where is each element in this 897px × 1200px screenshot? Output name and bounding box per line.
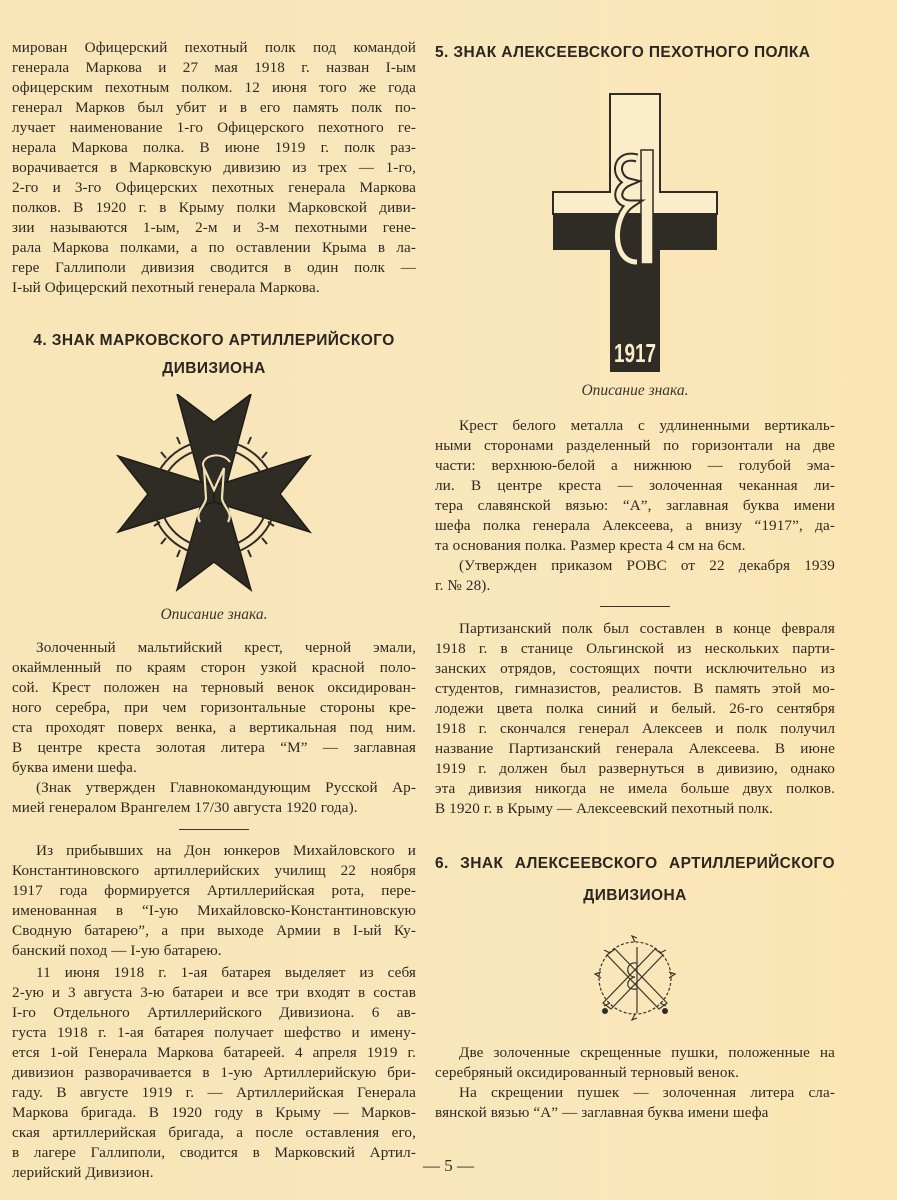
text-line: студентов, гимназистов, реалистов. В память этой мо- — [435, 680, 835, 697]
left-column — [12, 38, 416, 1183]
text-line: банский поход — I-ую батарею. — [12, 942, 222, 959]
text-line: (Утвержден приказом РОВС от 22 декабря 1939 — [459, 557, 835, 574]
text-line: ли. В центре креста — золоченная чеканная ли- — [435, 477, 835, 494]
section-4-title — [12, 330, 416, 380]
text-line: ворачивается в Марковскую дивизию из трех — 1-го, — [12, 159, 416, 176]
text-line: генерала Маркова и 27 мая 1918 г. назван I-ым — [12, 59, 416, 76]
text-line: сой. Крест положен на терновый венок оксидирован- — [12, 679, 416, 696]
text-line: лодежи цвета полка синий и белый. 26-го сентября — [435, 700, 835, 717]
text-line: лерийский Дивизион. — [12, 1164, 154, 1181]
section-4-history-2 — [12, 963, 416, 1183]
text-line: Сводную батарею”, а при выходе Армии в I-ый Ку- — [12, 922, 416, 939]
text-line: тера славянской вязью: “А”, заглавная буква имени — [435, 497, 835, 514]
text-line: Крест белого металла с удлиненными вертикаль- — [459, 417, 835, 434]
section-6-title-line1: 6. ЗНАК АЛЕКСЕЕВСКОГО АРТИЛЛЕРИЙСКОГО — [435, 855, 835, 872]
divider — [179, 829, 249, 830]
text-line: Из прибывших на Дон юнкеров Михайловского и — [36, 842, 416, 859]
text-line: 2-го и 3-го Офицерских пехотных генерала Маркова — [12, 179, 416, 196]
section-6-description-2 — [435, 1083, 835, 1123]
text-line: та основания полка. Размер креста 4 см на 6см. — [435, 537, 746, 554]
text-line: полков. В 1920 г. в Крыму полки Марковской диви- — [12, 199, 416, 216]
text-line: офицерским пехотным полком. 12 июня того же года — [12, 79, 416, 96]
section-4-approval — [12, 778, 416, 818]
text-line: дивизион разворачивается в 1-ую Артиллерийскую бри- — [12, 1064, 416, 1081]
text-line: густа 1918 г. 1-ая батарея получает шефство и имену- — [12, 1024, 416, 1041]
right-column — [435, 42, 835, 1123]
text-line: I-ый Офицерский пехотный генерала Маркова. — [12, 279, 320, 296]
text-line: вянской вязью “А” — заглавная буква имени шефа — [435, 1104, 769, 1121]
section-6-title-line2: ДИВИЗИОНА — [583, 887, 687, 904]
section-6-description — [435, 1043, 835, 1083]
maltese-cross-badge-icon — [114, 394, 314, 594]
text-line: мирован Офицерский пехотный полк под командой — [12, 39, 416, 56]
text-line: серебряный оксидированный терновый венок. — [435, 1064, 739, 1081]
text-line: Партизанский полк был составлен в конце февраля — [459, 620, 835, 637]
section-5-approval — [435, 556, 835, 596]
section-4-caption: Описание знака. — [160, 606, 268, 623]
intro-paragraph — [12, 38, 416, 298]
section-4-title-line1: 4. ЗНАК МАРКОВСКОГО АРТИЛЛЕРИЙСКОГО — [33, 332, 395, 349]
text-line: Маркова бригада. В 1920 году в Крыму — Марков- — [12, 1104, 416, 1121]
text-line: ного серебра, при чем горизонтальные стороны кре- — [12, 699, 416, 716]
section-4-description — [12, 638, 416, 778]
text-line: занских отрядов, состоящих почти исключительно из — [435, 660, 835, 677]
text-line: ется 1-ой Генерала Маркова батареей. 4 апреля 1919 г. — [12, 1044, 416, 1061]
crossed-cannons-badge-icon — [585, 933, 685, 1023]
text-line: зии называются 1-ым, 2-м и 3-м пехотными гене- — [12, 219, 416, 236]
text-line: 11 июня 1918 г. 1-ая батарея выделяет из себя — [36, 964, 416, 981]
text-line: рала Маркова полками, а по оставлении Крыма в ла- — [12, 239, 416, 256]
text-line: лучает наименование 1-го Офицерского пехотного ге- — [12, 119, 416, 136]
cross-year-label: 1917 — [614, 338, 656, 368]
text-line: Золоченный мальтийский крест, черной эмали, — [36, 639, 416, 656]
text-line: гаду. В августе 1919 г. — Артиллерийская Генерала — [12, 1084, 416, 1101]
text-line: (Знак утвержден Главнокомандующим Русской Ар- — [36, 779, 416, 796]
text-line: ская артиллерийская бригада, а после оставления его, — [12, 1124, 416, 1141]
text-line: Константиновского артиллерийских училищ 22 ноября — [12, 862, 416, 879]
text-line: I-го Отдельного Артиллерийского Дивизиона. 6 ав- — [12, 1004, 416, 1021]
section-5-title: 5. ЗНАК АЛЕКСЕЕВСКОГО ПЕХОТНОГО ПОЛКА — [435, 44, 811, 61]
divider — [600, 606, 670, 607]
text-line: На скрещении пушек — золоченная литера сла- — [459, 1084, 835, 1101]
section-4-history-1 — [12, 841, 416, 961]
text-line: 1918 г. скончался генерал Алексеев и полк получил — [435, 720, 835, 737]
text-line: генерал Марков был убит и в его память полк по- — [12, 99, 416, 116]
text-line: г. № 28). — [435, 577, 491, 594]
text-line: ными сторонами разделенный по горизонтали на две — [435, 437, 835, 454]
text-line: нерала Маркова полка. В июне 1919 г. полк раз- — [12, 139, 416, 156]
section-5-history — [435, 619, 835, 819]
text-line: гере Галлиполи дивизия сводится в один полк — — [12, 259, 416, 276]
section-4-title-line2: ДИВИЗИОНА — [162, 360, 266, 377]
text-line: части: верхнюю-белой а нижнюю — голубой эма- — [435, 457, 835, 474]
section-6-title — [435, 853, 835, 907]
text-line: ста проходят поверх венка, а вертикальная под ним. — [12, 719, 416, 736]
text-line: 1918 г. в станице Ольгинской из нескольких парти- — [435, 640, 835, 657]
text-line: в лагере Галлиполи, сводится в Марковский Артил- — [12, 1144, 416, 1161]
text-line: 1917 года формируется Артиллерийская рота, пере- — [12, 882, 416, 899]
page-number: — 5 — — [423, 1156, 474, 1175]
latin-cross-badge-icon — [545, 92, 725, 372]
section-5-description — [435, 416, 835, 556]
text-line: Две золоченные скрещенные пушки, положенные на — [459, 1044, 835, 1061]
text-line: эта дивизия никогда не имела больше двух полков. — [435, 780, 835, 797]
text-line: название Партизанский генерала Алексеева. В июне — [435, 740, 835, 757]
text-line: В 1920 г. в Крыму — Алексеевский пехотный полк. — [435, 800, 773, 817]
text-line: шефа полка генерала Алексеева, а внизу “1917”, да- — [435, 517, 835, 534]
text-line: именованная в “I-ую Михайловско-Константиновскую — [12, 902, 416, 919]
text-line: окаймленный по краям сторон узкой красной поло- — [12, 659, 416, 676]
text-line: 2-ую и 3 августа 3-ю батареи и все три входят в состав — [12, 984, 416, 1001]
section-5-caption: Описание знака. — [581, 382, 689, 399]
text-line: 1919 г. должен был развернуться в дивизию, однако — [435, 760, 835, 777]
text-line: буква имени шефа. — [12, 759, 137, 776]
text-line: В центре креста золотая литера “М” — заглавная — [12, 739, 416, 756]
text-line: мией генералом Врангелем 17/30 августа 1920 года). — [12, 799, 358, 816]
